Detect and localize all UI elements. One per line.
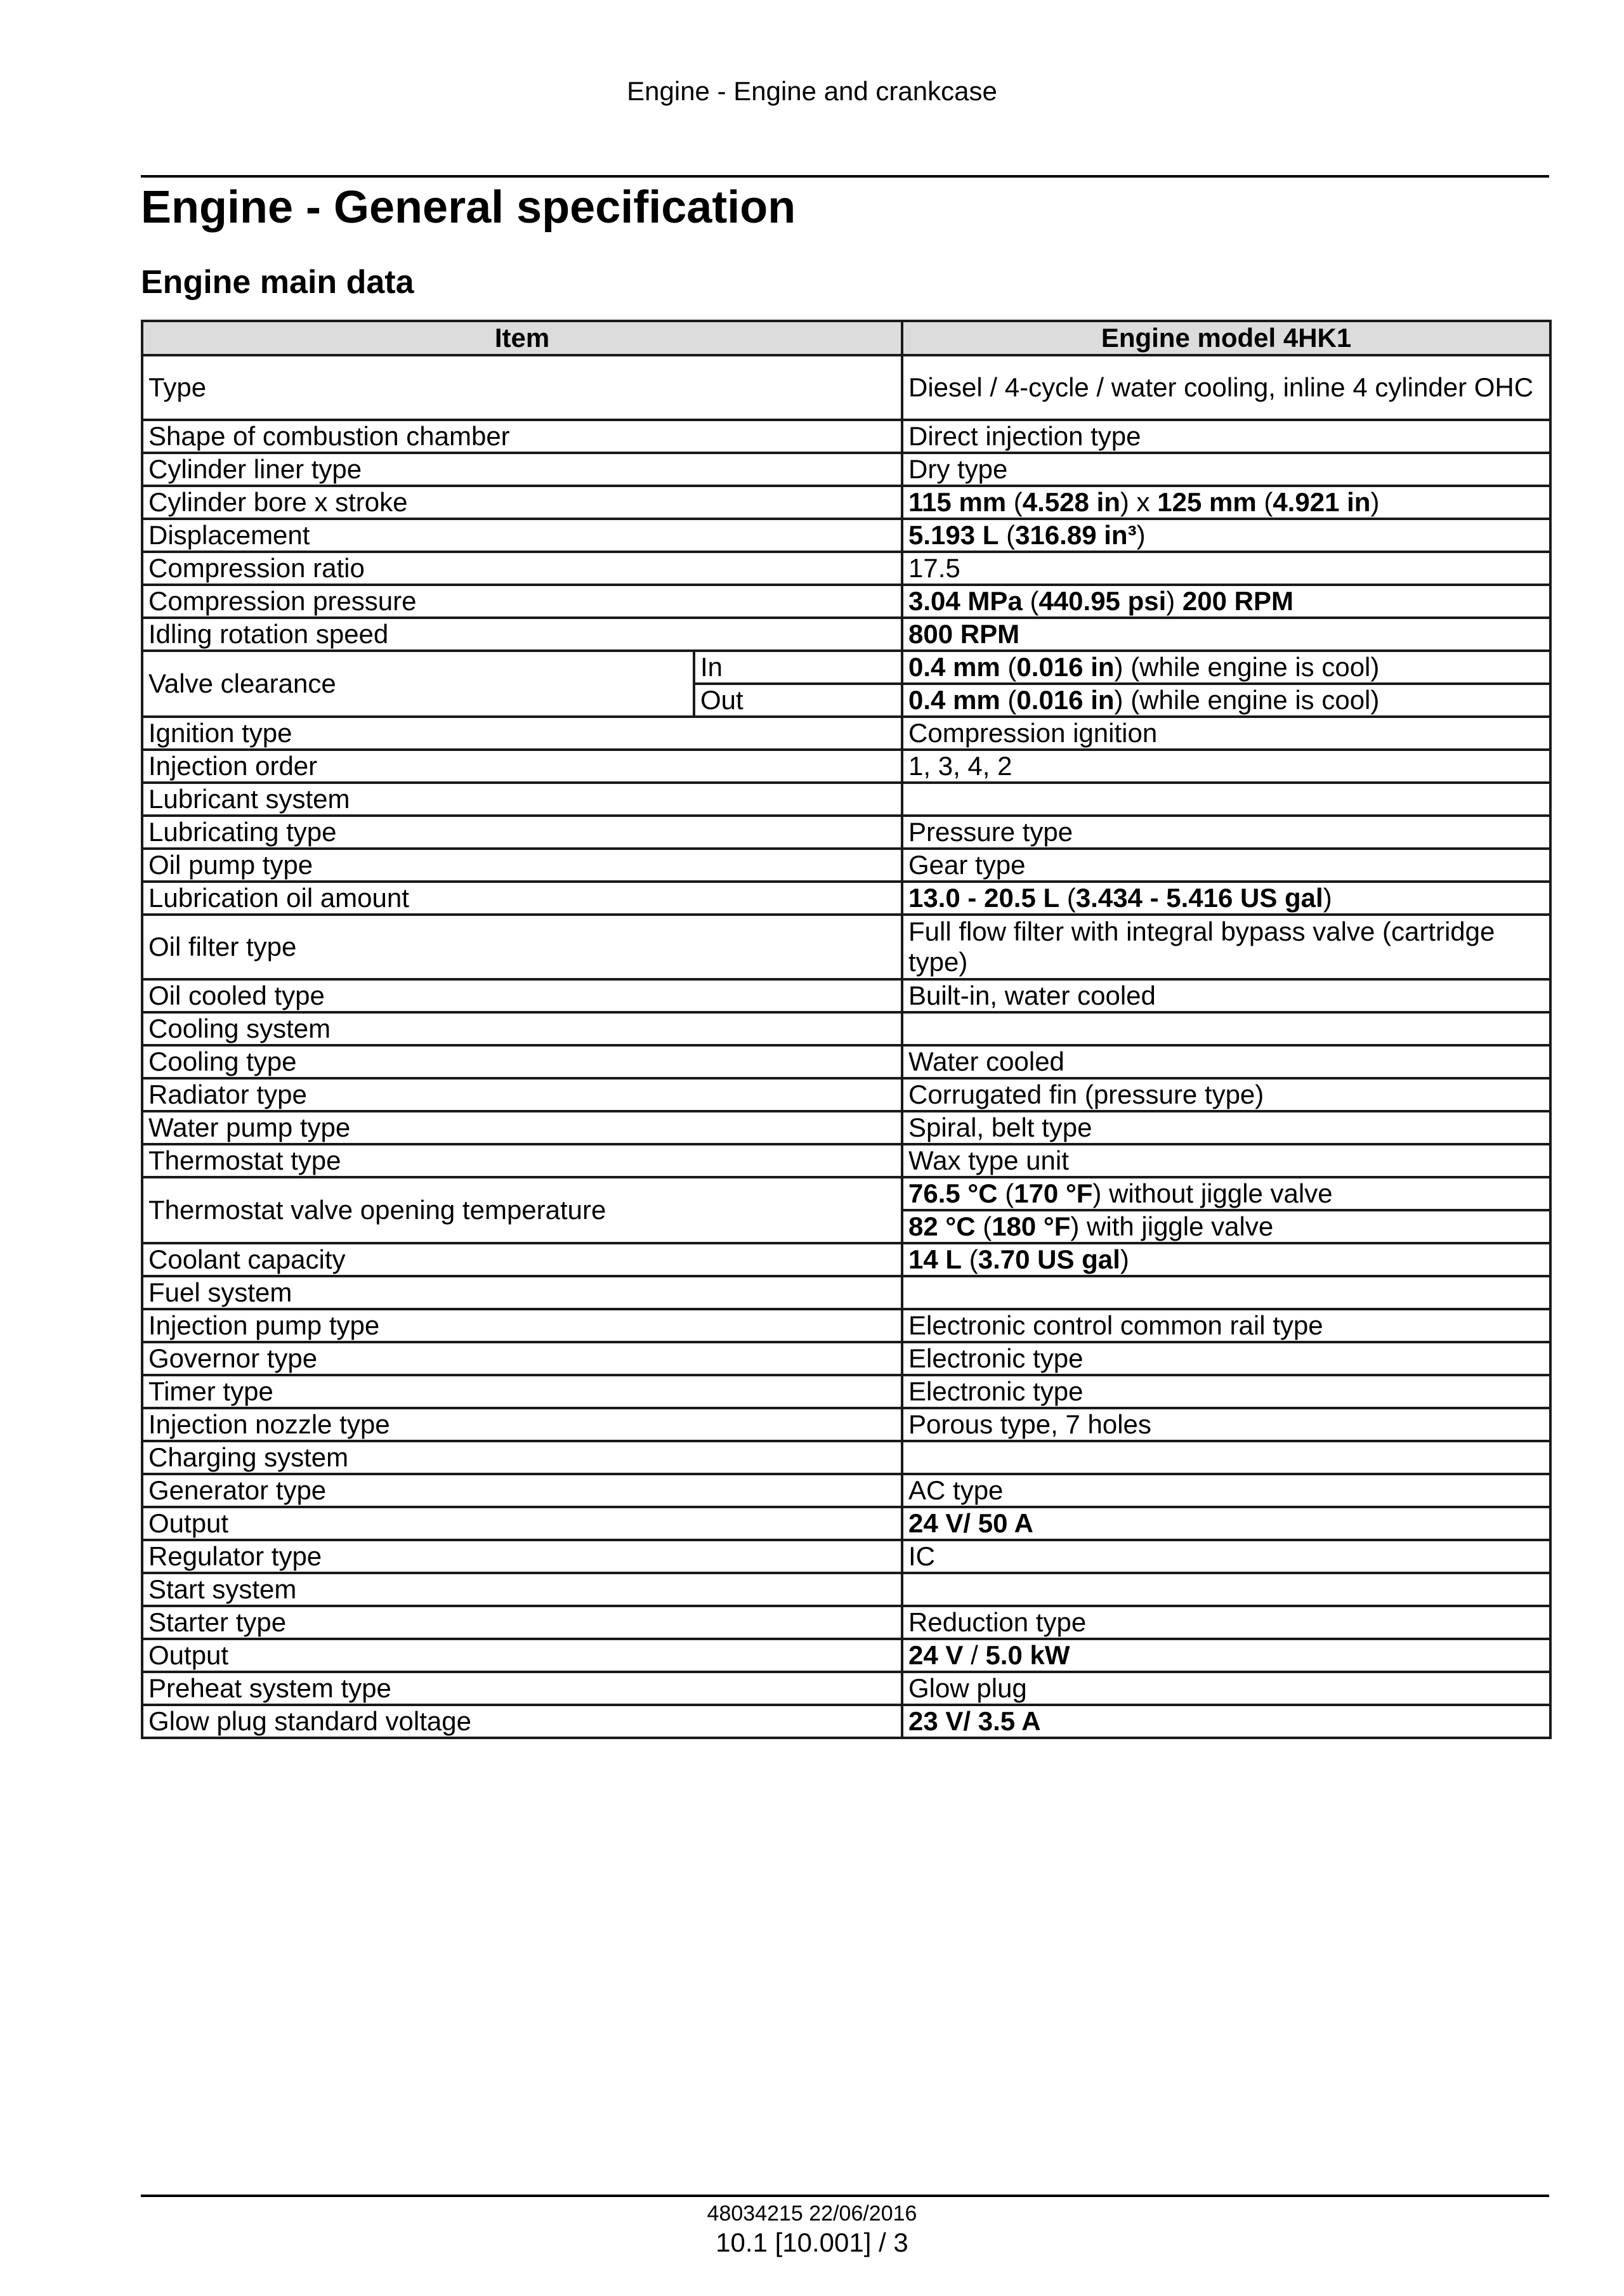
- table-row: [142, 1012, 1550, 1045]
- row-label: Governor type: [142, 1342, 902, 1375]
- table-row: [142, 915, 1550, 979]
- row-label: Injection order: [142, 750, 902, 783]
- row-label: Compression ratio: [142, 552, 902, 585]
- row-label: Injection pump type: [142, 1309, 902, 1342]
- row-label: Regulator type: [142, 1540, 902, 1573]
- table-row: [142, 1606, 1550, 1639]
- row-label: Lubricant system: [142, 783, 902, 816]
- row-value: Full flow filter with integral bypass valve (cartridge type): [902, 915, 1550, 979]
- row-value: Diesel / 4-cycle / water cooling, inline 4 cylinder OHC: [902, 355, 1550, 420]
- row-value: 14 L (3.70 US gal): [902, 1243, 1550, 1276]
- row-value: [902, 1012, 1550, 1045]
- table-row: [142, 651, 1550, 684]
- row-label: Idling rotation speed: [142, 618, 902, 651]
- col-header-item: Item: [142, 321, 902, 355]
- row-value: 24 V/ 50 A: [902, 1507, 1550, 1540]
- row-label: Oil pump type: [142, 849, 902, 882]
- row-label: Preheat system type: [142, 1672, 902, 1705]
- row-label: Type: [142, 355, 902, 420]
- row-label: Injection nozzle type: [142, 1408, 902, 1441]
- row-label: Lubricating type: [142, 816, 902, 849]
- row-value: Porous type, 7 holes: [902, 1408, 1550, 1441]
- table-row: [142, 1639, 1550, 1672]
- row-value: 13.0 - 20.5 L (3.434 - 5.416 US gal): [902, 882, 1550, 915]
- row-label: Timer type: [142, 1375, 902, 1408]
- row-sublabel: Out: [694, 684, 902, 717]
- row-label: Start system: [142, 1573, 902, 1606]
- table-row: [142, 486, 1550, 519]
- row-value: [902, 1276, 1550, 1309]
- row-value: Water cooled: [902, 1045, 1550, 1078]
- row-label: Cylinder bore x stroke: [142, 486, 902, 519]
- table-row: [142, 1408, 1550, 1441]
- row-sublabel: In: [694, 651, 902, 684]
- footer-doc-id: 48034215 22/06/2016: [707, 2201, 917, 2226]
- table-header-row: [142, 321, 1550, 355]
- row-label: Cooling type: [142, 1045, 902, 1078]
- row-value: Electronic type: [902, 1342, 1550, 1375]
- row-value: Gear type: [902, 849, 1550, 882]
- header-rule: [141, 175, 1549, 178]
- row-value: 115 mm (4.528 in) x 125 mm (4.921 in): [902, 486, 1550, 519]
- table-row: [142, 1276, 1550, 1309]
- table-row: [142, 1243, 1550, 1276]
- row-value: Glow plug: [902, 1672, 1550, 1705]
- table-row: [142, 1441, 1550, 1474]
- table-row: [142, 1078, 1550, 1111]
- table-row: [142, 1705, 1550, 1738]
- table-row: [142, 816, 1550, 849]
- row-label: Coolant capacity: [142, 1243, 902, 1276]
- row-value: AC type: [902, 1474, 1550, 1507]
- row-label: Thermostat valve opening temperature: [142, 1177, 902, 1243]
- section-title: Engine main data: [141, 264, 414, 301]
- row-label: Shape of combustion chamber: [142, 420, 902, 453]
- table-row: [142, 1672, 1550, 1705]
- running-header: Engine - Engine and crankcase: [627, 76, 997, 106]
- row-value: Reduction type: [902, 1606, 1550, 1639]
- table-row: [142, 420, 1550, 453]
- table-row: [142, 1177, 1550, 1210]
- row-value: 17.5: [902, 552, 1550, 585]
- row-value: 24 V / 5.0 kW: [902, 1639, 1550, 1672]
- row-value: 800 RPM: [902, 618, 1550, 651]
- table-row: [142, 1375, 1550, 1408]
- table-row: [142, 1309, 1550, 1342]
- table-row: [142, 585, 1550, 618]
- table-row: [142, 1342, 1550, 1375]
- row-value: Spiral, belt type: [902, 1111, 1550, 1144]
- table-row: [142, 783, 1550, 816]
- row-label: Charging system: [142, 1441, 902, 1474]
- row-label: Oil cooled type: [142, 979, 902, 1012]
- footer-rule: [141, 2195, 1549, 2197]
- row-label: Compression pressure: [142, 585, 902, 618]
- table-row: [142, 355, 1550, 420]
- row-value: 76.5 °C (170 °F) without jiggle valve: [902, 1177, 1550, 1210]
- table-row: [142, 1144, 1550, 1177]
- col-header-model: Engine model 4HK1: [902, 321, 1550, 355]
- row-value: 0.4 mm (0.016 in) (while engine is cool): [902, 651, 1550, 684]
- table-row: [142, 1507, 1550, 1540]
- row-value: 5.193 L (316.89 in³): [902, 519, 1550, 552]
- table-row: [142, 1540, 1550, 1573]
- table-row: [142, 979, 1550, 1012]
- row-value: 0.4 mm (0.016 in) (while engine is cool): [902, 684, 1550, 717]
- table-row: [142, 1111, 1550, 1144]
- row-label: Cooling system: [142, 1012, 902, 1045]
- row-label: Water pump type: [142, 1111, 902, 1144]
- table-row: [142, 1045, 1550, 1078]
- row-label: Valve clearance: [142, 651, 694, 717]
- row-label: Lubrication oil amount: [142, 882, 902, 915]
- row-value: Direct injection type: [902, 420, 1550, 453]
- table-row: [142, 552, 1550, 585]
- table-row: [142, 750, 1550, 783]
- table-row: [142, 717, 1550, 750]
- table-row: [142, 519, 1550, 552]
- row-value: [902, 1441, 1550, 1474]
- table-row: [142, 618, 1550, 651]
- row-label: Radiator type: [142, 1078, 902, 1111]
- row-value: Pressure type: [902, 816, 1550, 849]
- footer-page-ref: 10.1 [10.001] / 3: [716, 2228, 908, 2257]
- row-value: Corrugated fin (pressure type): [902, 1078, 1550, 1111]
- row-value: Built-in, water cooled: [902, 979, 1550, 1012]
- table-row: [142, 1573, 1550, 1606]
- table-row: [142, 849, 1550, 882]
- row-label: Output: [142, 1507, 902, 1540]
- row-label: Generator type: [142, 1474, 902, 1507]
- row-value: [902, 1573, 1550, 1606]
- row-value: 82 °C (180 °F) with jiggle valve: [902, 1210, 1550, 1243]
- row-label: Ignition type: [142, 717, 902, 750]
- row-value: [902, 783, 1550, 816]
- table-row: [142, 1474, 1550, 1507]
- row-label: Displacement: [142, 519, 902, 552]
- row-value: 3.04 MPa (440.95 psi) 200 RPM: [902, 585, 1550, 618]
- row-value: Wax type unit: [902, 1144, 1550, 1177]
- spec-table: [141, 320, 1552, 1739]
- row-label: Glow plug standard voltage: [142, 1705, 902, 1738]
- row-value: Dry type: [902, 453, 1550, 486]
- row-value: Compression ignition: [902, 717, 1550, 750]
- row-value: Electronic type: [902, 1375, 1550, 1408]
- row-label: Cylinder liner type: [142, 453, 902, 486]
- table-row: [142, 882, 1550, 915]
- row-value: IC: [902, 1540, 1550, 1573]
- row-label: Output: [142, 1639, 902, 1672]
- page-title: Engine - General specification: [141, 182, 796, 233]
- row-label: Thermostat type: [142, 1144, 902, 1177]
- row-value: 23 V/ 3.5 A: [902, 1705, 1550, 1738]
- table-row: [142, 453, 1550, 486]
- row-value: 1, 3, 4, 2: [902, 750, 1550, 783]
- row-label: Fuel system: [142, 1276, 902, 1309]
- row-value: Electronic control common rail type: [902, 1309, 1550, 1342]
- row-label: Oil filter type: [142, 915, 902, 979]
- row-label: Starter type: [142, 1606, 902, 1639]
